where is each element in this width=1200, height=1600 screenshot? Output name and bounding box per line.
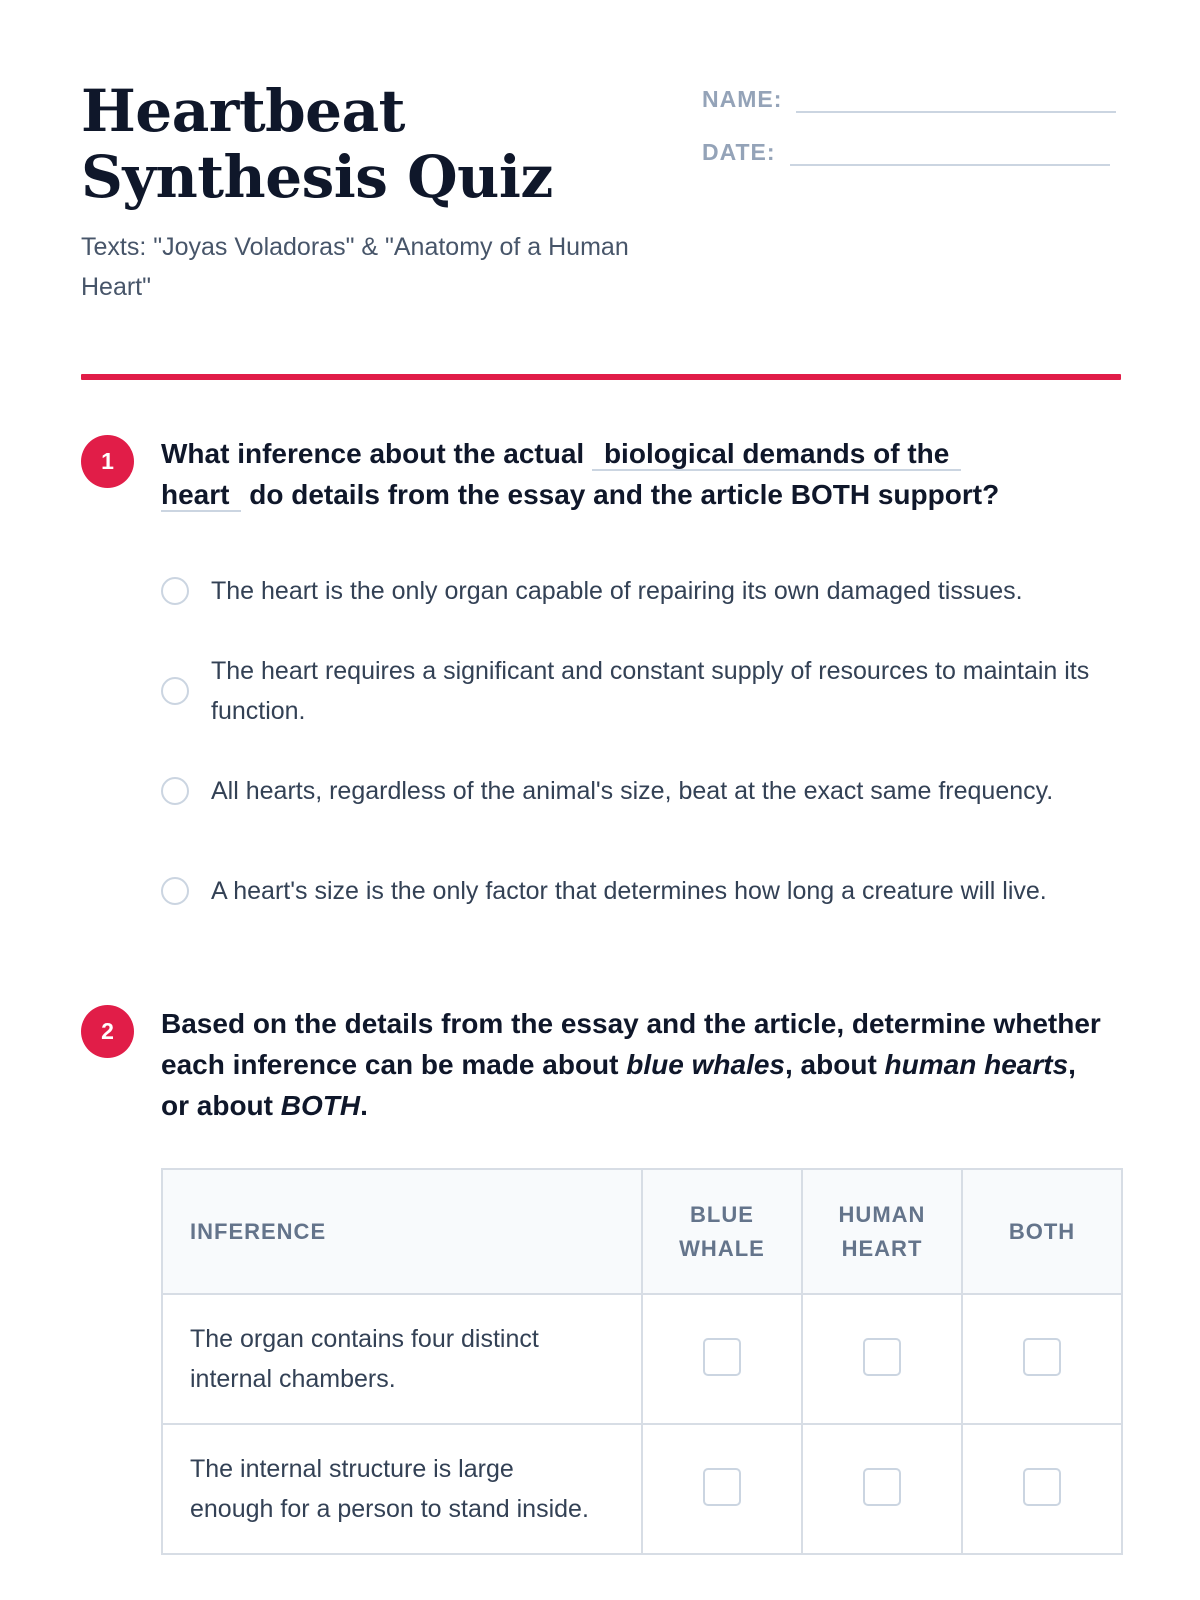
checkbox-blue-whale[interactable]: [703, 1468, 741, 1506]
option-label: A heart's size is the only factor that determines how long a creature will live.: [211, 877, 1047, 905]
header-blue-whale: [642, 1169, 802, 1294]
option-label: The heart is the only organ capable of repairing its own damaged tissues.: [211, 577, 1023, 605]
checkbox-human-heart[interactable]: [863, 1338, 901, 1376]
page-title: Heartbeat Synthesis Quiz: [81, 77, 553, 211]
radio-button[interactable]: [161, 777, 189, 805]
question-2-text-d: .: [360, 1090, 368, 1121]
header-both: BOTH: [962, 1169, 1122, 1294]
question-1-text: [161, 433, 1101, 515]
question-2-text-b: , about: [785, 1049, 877, 1080]
option-c[interactable]: [161, 741, 1121, 841]
question-2-em-blue-whales: blue whales: [626, 1049, 785, 1080]
cell-both: [962, 1294, 1122, 1424]
option-b[interactable]: [161, 641, 1121, 741]
question-2-em-both: BOTH: [280, 1090, 361, 1121]
header-human-heart-label: HUMAN HEART: [838, 1201, 926, 1261]
header-inference: INFERENCE: [162, 1169, 642, 1294]
cell-blue-whale: [642, 1294, 802, 1424]
question-1-options: [161, 541, 1121, 941]
page-subtitle: Texts: "Joyas Voladoras" & "Anatomy of a Human Heart": [81, 233, 629, 301]
option-d[interactable]: [161, 841, 1121, 941]
radio-button[interactable]: [161, 677, 189, 705]
checkbox-both[interactable]: [1023, 1338, 1061, 1376]
header-human-heart: [802, 1169, 962, 1294]
option-label: The heart requires a significant and constant supply of resources to maintain its function.: [211, 657, 1090, 725]
header-blue-whale-label: BLUE WHALE: [679, 1201, 765, 1261]
name-input-line[interactable]: [796, 87, 1116, 113]
date-input-line[interactable]: [790, 140, 1110, 166]
checkbox-human-heart[interactable]: [863, 1468, 901, 1506]
name-field[interactable]: [702, 86, 1116, 113]
table-header-row: [162, 1169, 1122, 1294]
radio-button[interactable]: [161, 877, 189, 905]
question-2-text-c: , or about: [161, 1049, 1076, 1121]
option-a[interactable]: [161, 541, 1121, 641]
option-label: All hearts, regardless of the animal's size, beat at the exact same frequency.: [211, 777, 1054, 805]
checkbox-both[interactable]: [1023, 1468, 1061, 1506]
cell-human-heart: [802, 1294, 962, 1424]
table-row: [162, 1294, 1122, 1424]
table-row: [162, 1424, 1122, 1554]
cell-human-heart: [802, 1424, 962, 1554]
cell-both: [962, 1424, 1122, 1554]
question-1-text-before: What inference about the actual: [161, 438, 585, 469]
question-1-highlight-a: biological demands of the: [592, 438, 961, 471]
inference-table: [161, 1168, 1123, 1555]
checkbox-blue-whale[interactable]: [703, 1338, 741, 1376]
question-2-text: [161, 1003, 1101, 1126]
header-divider: [81, 374, 1121, 380]
question-2-text-a: Based on the details from the essay and the article, determine whether each inference can be made about: [161, 1008, 1101, 1080]
inference-text: The organ contains four distinct internal chambers.: [162, 1294, 642, 1424]
cell-blue-whale: [642, 1424, 802, 1554]
question-2-em-human-hearts: human hearts: [884, 1049, 1069, 1080]
date-label: DATE:: [702, 139, 776, 165]
date-field[interactable]: [702, 139, 1110, 166]
radio-button[interactable]: [161, 577, 189, 605]
question-number-badge: 1: [81, 435, 134, 488]
question-1-highlight-b: heart: [161, 479, 241, 512]
question-1-text-after: do details from the essay and the article BOTH support?: [249, 479, 1000, 510]
name-label: NAME:: [702, 86, 783, 112]
inference-text: The internal structure is large enough for a person to stand inside.: [162, 1424, 642, 1554]
question-number-badge: 2: [81, 1005, 134, 1058]
